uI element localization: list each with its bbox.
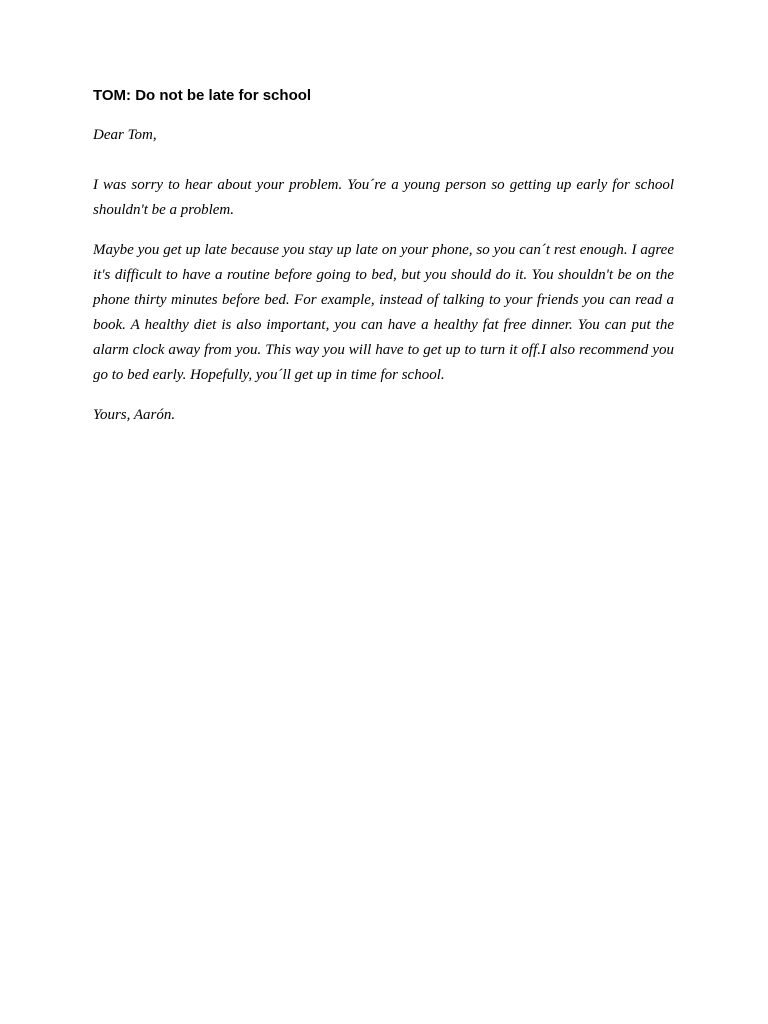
paragraph-2: Maybe you get up late because you stay up late on your phone, so you can´t rest enough. I agree it's difficult to have a routine before going to bed, but you should do it. You shouldn't be on the phone thirty minutes before bed. For example, instead of talking to your friends you can read a book. A healthy diet is also important, you can have a healthy fat free dinner. You can put the alarm clock away from you. This way you will have to get up to turn it off.I also recommend you go to bed early. Hopefully, you´ll get up in time for school. [93, 242, 674, 383]
page-title: TOM: Do not be late for school [93, 87, 312, 104]
salutation: Dear Tom, [93, 127, 157, 143]
letter-page [93, 86, 674, 428]
closing-signature: Yours, Aarón. [93, 407, 176, 423]
paragraph-1: I was sorry to hear about your problem. You´re a young person so getting up early for school shouldn't be a problem. [93, 177, 674, 218]
